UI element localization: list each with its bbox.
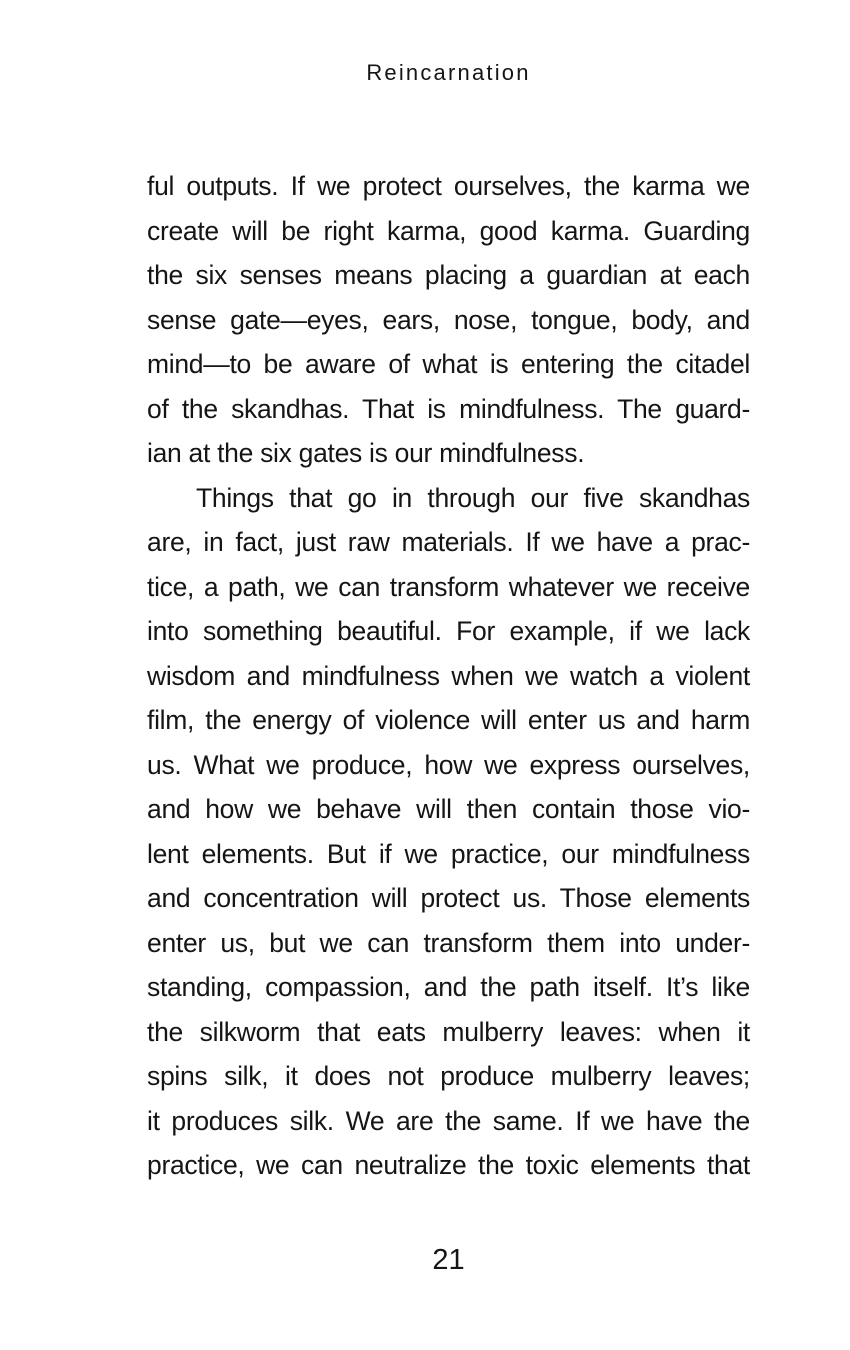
text-line: create will be right karma, good karma. Guarding bbox=[147, 215, 750, 246]
text-line: ian at the six gates is our mindfulness. bbox=[147, 438, 585, 468]
text-line: Things that go in through our five skandhas bbox=[196, 482, 750, 513]
text-line: and concentration will protect us. Those elements bbox=[147, 883, 750, 913]
text-line: practice, we can neutralize the toxic elements that bbox=[147, 1150, 750, 1180]
text-line: standing, compassion, and the path itself. It’s like bbox=[147, 972, 750, 1002]
running-header: Reincarnation bbox=[366, 60, 531, 85]
text-line: lent elements. But if we practice, our mindfulness bbox=[147, 838, 750, 869]
text-line: sense gate—eyes, ears, nose, tongue, body, and bbox=[147, 304, 750, 335]
paragraph bbox=[147, 476, 750, 1188]
text-line: mind—to be aware of what is entering the citadel bbox=[147, 349, 750, 379]
text-line: tice, a path, we can transform whatever we receive bbox=[147, 571, 750, 602]
text-line: into something beautiful. For example, if we lack bbox=[147, 616, 750, 646]
text-line: of the skandhas. That is mindfulness. The guard- bbox=[147, 393, 750, 424]
text-line: wisdom and mindfulness when we watch a violent bbox=[147, 660, 750, 691]
text-line: and how we behave will then contain those vio- bbox=[147, 794, 750, 824]
body-text bbox=[147, 164, 750, 1188]
text-line: spins silk, it does not produce mulberry leaves; bbox=[147, 1061, 750, 1091]
text-line: it produces silk. We are the same. If we have the bbox=[147, 1105, 750, 1136]
text-line: enter us, but we can transform them into under- bbox=[147, 927, 750, 958]
paragraph bbox=[147, 164, 750, 476]
text-line: are, in fact, just raw materials. If we have a prac- bbox=[147, 527, 750, 557]
text-line: ful outputs. If we protect ourselves, the karma we bbox=[147, 171, 750, 201]
page-number: 21 bbox=[432, 1244, 465, 1276]
text-line: us. What we produce, how we express ourselves, bbox=[147, 749, 750, 780]
text-line: the six senses means placing a guardian at each bbox=[147, 260, 750, 290]
text-line: film, the energy of violence will enter us and harm bbox=[147, 705, 750, 735]
text-line: the silkworm that eats mulberry leaves: when it bbox=[147, 1016, 750, 1047]
